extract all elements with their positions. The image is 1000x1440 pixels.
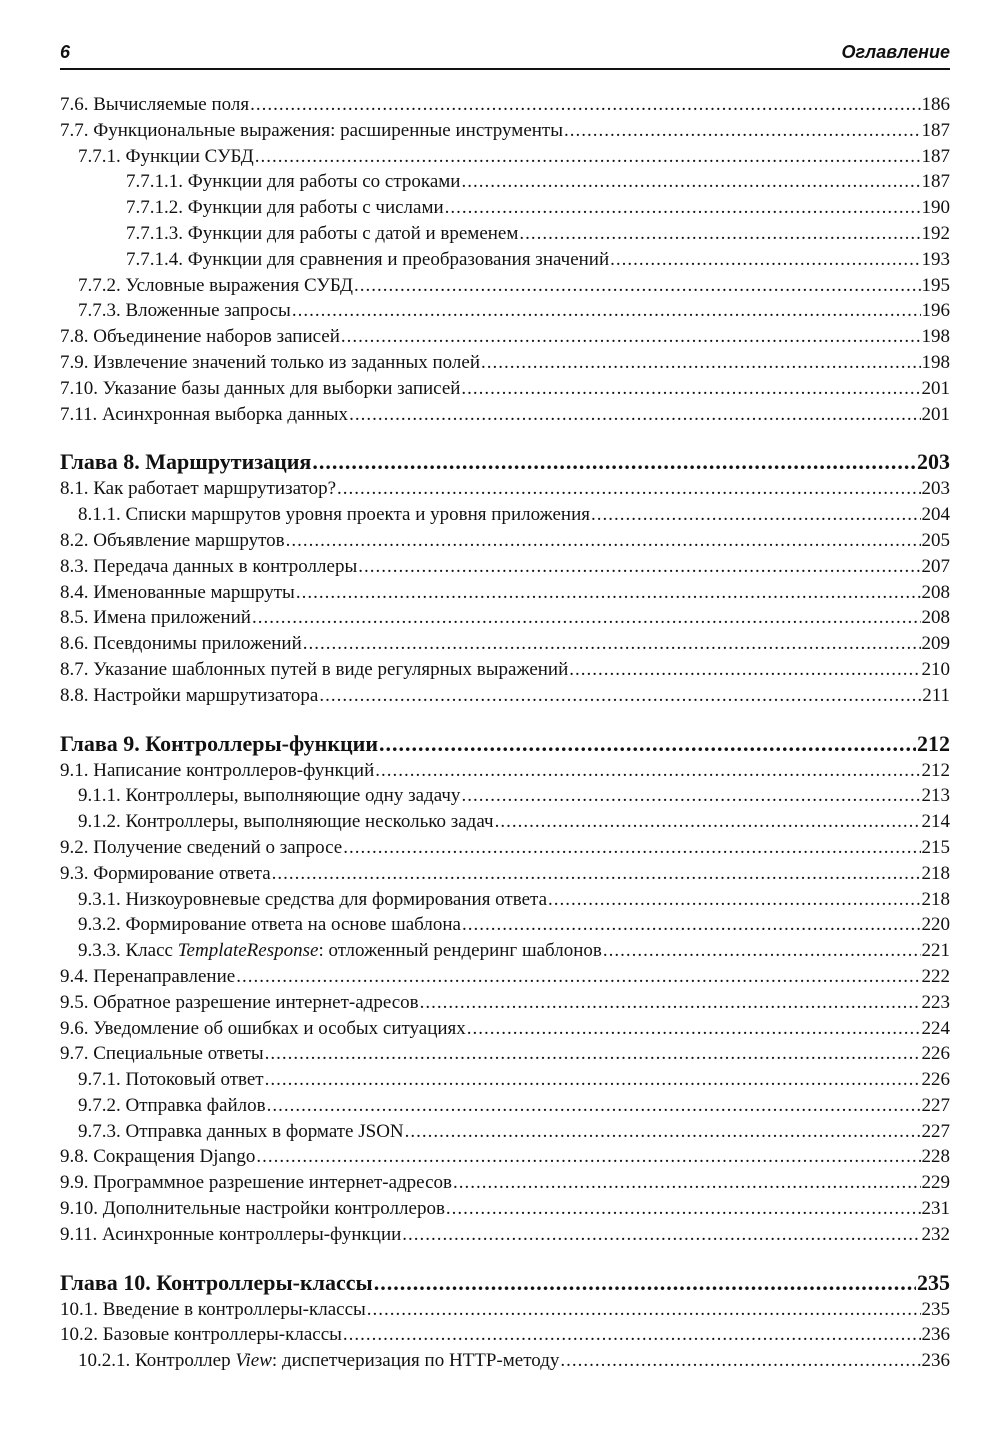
toc-entry-page: 222 [921, 965, 950, 987]
table-of-contents [60, 92, 950, 1374]
toc-entry [60, 657, 950, 683]
toc-entry-title: 9.2. Получение сведений о запросе [60, 836, 343, 858]
toc-entry-title: 9.3.1. Низкоуровневые средства для формирования ответа [78, 888, 547, 910]
dot-leader [252, 605, 921, 631]
toc-entry-page: 192 [921, 222, 950, 244]
title-italic-class-name: TemplateResponse [177, 940, 319, 962]
toc-entry-title: 7.7.1.2. Функции для работы с числами [126, 197, 444, 219]
running-header [60, 42, 950, 70]
toc-entry [60, 502, 950, 528]
toc-entry-title: 9.1. Написание контроллеров-функций [60, 759, 375, 781]
toc-entry [60, 1093, 950, 1119]
toc-entry-page: 187 [921, 145, 950, 167]
dot-leader [250, 92, 920, 118]
toc-entry-page: 214 [921, 811, 950, 833]
toc-entry-title: 9.11. Асинхронные контроллеры-функции [60, 1223, 402, 1245]
toc-entry-page: 190 [921, 197, 950, 219]
dot-leader [446, 1196, 921, 1222]
section-title: Оглавление [841, 42, 950, 62]
chapter-page: 212 [917, 730, 950, 756]
dot-leader [453, 1170, 921, 1196]
toc-entry [60, 376, 950, 402]
dot-leader [255, 144, 921, 170]
chapter-spacer [60, 427, 950, 448]
toc-entry-page: 204 [921, 504, 950, 526]
chapter-page: 235 [917, 1269, 950, 1295]
toc-entry [60, 476, 950, 502]
toc-entry [60, 990, 950, 1016]
toc-entry-title: 9.5. Обратное разрешение интернет-адресов [60, 991, 419, 1013]
toc-entry [60, 221, 950, 247]
toc-entry [60, 1322, 950, 1348]
toc-entry-title [78, 938, 602, 964]
toc-entry [60, 1016, 950, 1042]
dot-leader [341, 324, 921, 350]
title-suffix: : диспетчеризация по HTTP-методу [271, 1350, 560, 1372]
toc-entry-page: 195 [921, 274, 950, 296]
toc-entry [60, 1119, 950, 1145]
dot-leader [286, 528, 921, 554]
dot-leader [519, 221, 920, 247]
toc-entry [60, 1297, 950, 1323]
toc-entry [60, 758, 950, 784]
dot-leader [272, 861, 921, 887]
toc-entry-page: 211 [922, 684, 950, 706]
toc-entry-title: 8.7. Указание шаблонных путей в виде регулярных выражений [60, 658, 569, 680]
dot-leader [354, 273, 921, 299]
dot-leader [267, 1093, 921, 1119]
toc-entry-title: 9.8. Сокращения Django [60, 1146, 256, 1168]
toc-chapter-entry [60, 1269, 950, 1297]
dot-leader [358, 554, 920, 580]
title-prefix: 9.3.3. Класс [78, 940, 178, 962]
toc-entry [60, 1348, 950, 1374]
dot-leader [495, 809, 921, 835]
toc-entry [60, 809, 950, 835]
toc-entry [60, 1067, 950, 1093]
toc-entry-title: 8.4. Именованные маршруты [60, 581, 295, 603]
toc-entry-title: 9.3. Формирование ответа [60, 862, 271, 884]
dot-leader [319, 683, 921, 709]
toc-entry-title: 9.6. Уведомление об ошибках и особых ситуациях [60, 1017, 466, 1039]
toc-entry-page: 226 [921, 1043, 950, 1065]
dot-leader [462, 912, 921, 938]
toc-entry-title: 9.3.2. Формирование ответа на основе шаблона [78, 914, 461, 936]
toc-entry [60, 887, 950, 913]
dot-leader [591, 502, 920, 528]
toc-entry-title: 9.7.1. Потоковый ответ [78, 1069, 264, 1091]
dot-leader [343, 1322, 921, 1348]
title-prefix: 10.2.1. Контроллер [78, 1350, 236, 1372]
dot-leader [548, 887, 921, 913]
toc-entry-page: 198 [921, 326, 950, 348]
dot-leader [445, 195, 921, 221]
toc-entry-title: 7.7.1.3. Функции для работы с датой и временем [126, 222, 519, 244]
toc-entry-title: 7.7.2. Условные выражения СУБД [78, 274, 353, 296]
toc-entry-page: 228 [921, 1146, 950, 1168]
chapter-title: Глава 9. Контроллеры-функции [60, 730, 379, 756]
dot-leader [265, 1067, 921, 1093]
toc-entry-title [78, 1348, 559, 1374]
toc-entry-page: 210 [921, 658, 950, 680]
toc-entry [60, 912, 950, 938]
toc-entry-page: 212 [921, 759, 950, 781]
toc-entry-page: 218 [921, 862, 950, 884]
toc-entry [60, 1222, 950, 1248]
toc-entry [60, 247, 950, 273]
toc-entry-page: 227 [921, 1120, 950, 1142]
toc-entry-page: 220 [921, 914, 950, 936]
dot-leader [296, 580, 921, 606]
toc-entry-title: 8.1. Как работает маршрутизатор? [60, 478, 337, 500]
toc-entry-page: 227 [921, 1094, 950, 1116]
dot-leader [603, 938, 921, 964]
chapter-title: Глава 10. Контроллеры-классы [60, 1269, 373, 1295]
dot-leader [405, 1119, 921, 1145]
toc-entry-page: 229 [921, 1172, 950, 1194]
toc-entry-page: 235 [921, 1298, 950, 1320]
dot-leader [349, 402, 920, 428]
dot-leader [303, 631, 921, 657]
title-italic-class-name: View [235, 1350, 272, 1372]
toc-entry [60, 528, 950, 554]
toc-entry [60, 169, 950, 195]
toc-chapter-entry [60, 730, 950, 758]
toc-entry-page: 215 [921, 836, 950, 858]
dot-leader [461, 376, 920, 402]
toc-entry-title: 8.1.1. Списки маршрутов уровня проекта и уровня приложения [78, 504, 591, 526]
chapter-title: Глава 8. Маршрутизация [60, 449, 312, 475]
toc-entry-title: 9.7. Специальные ответы [60, 1043, 264, 1065]
toc-entry-title: 9.9. Программное разрешение интернет-адресов [60, 1172, 452, 1194]
toc-entry-title: 8.2. Объявление маршрутов [60, 529, 285, 551]
toc-entry-title: 7.8. Объединение наборов записей [60, 326, 340, 348]
dot-leader [367, 1297, 921, 1323]
toc-entry-title: 9.7.2. Отправка файлов [78, 1094, 266, 1116]
toc-entry [60, 835, 950, 861]
toc-entry-page: 218 [921, 888, 950, 910]
toc-entry-page: 201 [921, 403, 950, 425]
toc-entry-title: 7.7. Функциональные выражения: расширенные инструменты [60, 119, 563, 141]
toc-entry [60, 605, 950, 631]
chapter-page: 203 [917, 449, 950, 475]
dot-leader [236, 964, 920, 990]
toc-entry-page: 221 [921, 940, 950, 962]
toc-entry [60, 350, 950, 376]
toc-entry-title: 7.7.1.1. Функции для работы со строками [126, 171, 461, 193]
title-suffix: : отложенный рендеринг шаблонов [318, 940, 602, 962]
toc-entry-title: 7.9. Извлечение значений только из заданных полей [60, 351, 481, 373]
toc-entry-page: 201 [921, 377, 950, 399]
toc-entry-title: 10.2. Базовые контроллеры-классы [60, 1324, 342, 1346]
dot-leader [312, 448, 916, 476]
toc-entry-title: 9.1.2. Контроллеры, выполняющие несколько задач [78, 811, 494, 833]
toc-entry-page: 226 [921, 1069, 950, 1091]
dot-leader [343, 835, 920, 861]
toc-entry-page: 224 [921, 1017, 950, 1039]
dot-leader [564, 118, 921, 144]
dot-leader [467, 1016, 921, 1042]
toc-entry-page: 223 [921, 991, 950, 1013]
toc-entry-page: 205 [921, 529, 950, 551]
dot-leader [461, 783, 920, 809]
toc-entry-title: 9.10. Дополнительные настройки контроллеров [60, 1198, 445, 1220]
dot-leader [374, 1269, 916, 1297]
dot-leader [610, 247, 920, 273]
toc-entry-title: 7.11. Асинхронная выборка данных [60, 403, 349, 425]
toc-entry [60, 144, 950, 170]
toc-entry-title: 8.6. Псевдонимы приложений [60, 633, 302, 655]
dot-leader [481, 350, 920, 376]
toc-entry [60, 324, 950, 350]
toc-entry-page: 196 [921, 300, 950, 322]
toc-entry [60, 580, 950, 606]
toc-entry-title: 7.6. Вычисляемые поля [60, 94, 250, 115]
toc-entry [60, 1170, 950, 1196]
toc-entry-page: 187 [921, 171, 950, 193]
toc-entry [60, 861, 950, 887]
dot-leader [265, 1041, 921, 1067]
toc-entry-page: 208 [921, 581, 950, 603]
toc-chapter-entry [60, 448, 950, 476]
toc-entry [60, 1196, 950, 1222]
toc-entry-title: 8.3. Передача данных в контроллеры [60, 555, 358, 577]
dot-leader [379, 730, 916, 758]
toc-entry [60, 92, 950, 118]
toc-entry-title: 9.7.3. Отправка данных в формате JSON [78, 1120, 404, 1142]
chapter-spacer [60, 709, 950, 730]
dot-leader [402, 1222, 920, 1248]
dot-leader [560, 1348, 920, 1374]
toc-entry [60, 273, 950, 299]
toc-entry-page: 203 [921, 478, 950, 500]
dot-leader [292, 298, 921, 324]
toc-entry [60, 554, 950, 580]
toc-entry-page: 232 [921, 1223, 950, 1245]
toc-entry-title: 7.7.3. Вложенные запросы [78, 300, 291, 322]
toc-entry-page: 231 [921, 1198, 950, 1220]
toc-entry [60, 1144, 950, 1170]
toc-entry-page: 207 [921, 555, 950, 577]
toc-entry [60, 195, 950, 221]
toc-entry-title: 7.7.1.4. Функции для сравнения и преобразования значений [126, 248, 610, 270]
toc-entry-page: 213 [921, 785, 950, 807]
chapter-spacer [60, 1248, 950, 1269]
toc-entry-page: 236 [921, 1350, 950, 1372]
toc-entry-page: 236 [921, 1324, 950, 1346]
dot-leader [375, 758, 920, 784]
toc-entry [60, 938, 950, 964]
dot-leader [337, 476, 920, 502]
toc-entry-page: 208 [921, 607, 950, 629]
page-number: 6 [60, 42, 71, 62]
dot-leader [256, 1144, 920, 1170]
toc-entry-page: 198 [921, 351, 950, 373]
toc-entry-page: 187 [921, 119, 950, 141]
toc-entry-title: 7.7.1. Функции СУБД [78, 145, 254, 167]
dot-leader [420, 990, 921, 1016]
toc-entry [60, 402, 950, 428]
toc-entry [60, 1041, 950, 1067]
toc-entry-title: 10.1. Введение в контроллеры-классы [60, 1298, 366, 1320]
dot-leader [461, 169, 920, 195]
toc-entry-title: 9.4. Перенаправление [60, 965, 236, 987]
toc-entry-page: 209 [921, 633, 950, 655]
toc-entry-page: 186 [921, 94, 950, 115]
toc-entry [60, 631, 950, 657]
toc-entry [60, 964, 950, 990]
toc-entry-page: 193 [921, 248, 950, 270]
toc-entry-title: 9.1.1. Контроллеры, выполняющие одну задачу [78, 785, 461, 807]
toc-entry [60, 783, 950, 809]
toc-entry-title: 8.5. Имена приложений [60, 607, 251, 629]
toc-entry-title: 7.10. Указание базы данных для выборки записей [60, 377, 461, 399]
toc-entry-title: 8.8. Настройки маршрутизатора [60, 684, 319, 706]
dot-leader [569, 657, 920, 683]
toc-entry [60, 118, 950, 144]
toc-entry [60, 298, 950, 324]
toc-entry [60, 683, 950, 709]
